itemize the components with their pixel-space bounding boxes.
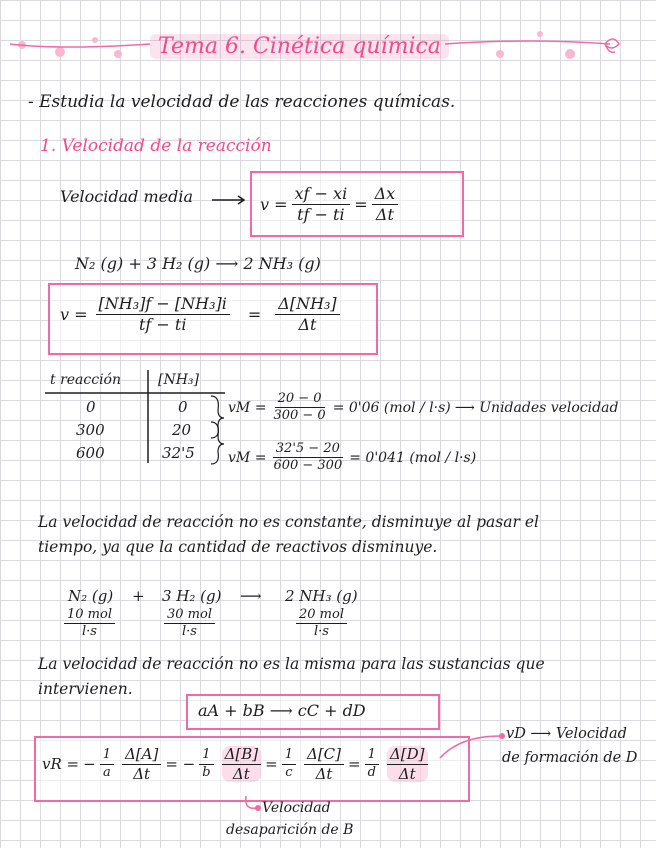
pointer-to-note-d (430, 730, 510, 760)
page-title: Tema 6. Cinética química (150, 34, 449, 59)
calc-2-den: 600 − 300 (273, 458, 343, 474)
rate-nh3 (296, 608, 347, 640)
section-heading: 1. Velocidad de la reacción (40, 136, 272, 156)
note-d-line-2: de formación de D (502, 750, 638, 766)
table-header-time: t reacción (50, 372, 122, 388)
equals-2: = (247, 304, 262, 324)
table-row: 0 (86, 398, 96, 416)
paragraph-1-line-2: tiempo, ya que la cantidad de reactivos disminuye. (38, 538, 438, 556)
rate-nh3-den: l·s (314, 624, 329, 640)
table-row: 20 (172, 421, 192, 439)
rate-n2-den: l·s (82, 624, 97, 640)
intro-text: - Estudia la velocidad de las reacciones químicas. (28, 92, 456, 112)
calc-1 (228, 392, 618, 424)
calc-2-result: = 0'041 (mol / l·s) (349, 449, 477, 466)
general-reaction-box (186, 694, 440, 730)
term-d-coef-num: 1 (365, 748, 379, 764)
v-symbol-2: v = (60, 304, 88, 324)
box2-den: tf − ti (138, 314, 187, 334)
rate-n2 (64, 608, 115, 640)
term-c-num: Δ[C] (304, 746, 344, 765)
calc-1-den: 300 − 0 (273, 408, 326, 424)
nh3-velocity-box (48, 283, 378, 355)
box2-num: [NH₃]f − [NH₃]i (96, 295, 230, 315)
table-row: 600 (76, 444, 105, 462)
rate-nh3-num: 20 mol (296, 608, 347, 624)
term-d-num: Δ[D] (387, 746, 428, 765)
term-b-den: Δt (232, 764, 250, 783)
box2-num2: Δ[NH₃] (275, 295, 339, 315)
calc-1-note: ⟶ Unidades velocidad (454, 399, 619, 416)
calc-2 (228, 442, 476, 474)
reaction-2-arrow: ⟶ (240, 587, 262, 605)
f1-den: tf − ti (297, 204, 345, 224)
box2-den2: Δt (298, 314, 317, 334)
media-label: Velocidad media (60, 187, 194, 206)
rate-n2-num: 10 mol (64, 608, 115, 624)
reaction-1: N₂ (g) + 3 H₂ (g) ⟶ 2 NH₃ (g) (75, 254, 321, 273)
paragraph-1-line-1: La velocidad de reacción no es constante, disminuye al pasar el (38, 513, 539, 531)
calc-2-num: 32'5 − 20 (273, 442, 343, 458)
v-symbol: v = (260, 194, 288, 214)
term-d-coef-den: d (367, 764, 376, 780)
average-velocity-box (250, 171, 464, 237)
term-b-coef-den: b (202, 764, 211, 780)
general-reaction: aA + bB ⟶ cC + dD (198, 701, 366, 720)
term-a-coef-den: a (102, 764, 111, 780)
term-b-num: Δ[B] (222, 746, 262, 765)
table-row: 32'5 (162, 444, 195, 462)
calc-1-num: 20 − 0 (275, 392, 325, 408)
title-decoration-left (0, 20, 160, 60)
table-row: 300 (76, 421, 105, 439)
equals: = (354, 194, 368, 214)
term-b-sign: = − (165, 755, 196, 773)
arrow-icon (210, 194, 250, 206)
term-c-den: Δt (315, 764, 333, 783)
f2-num: Δx (372, 185, 399, 205)
f2-den: Δt (375, 204, 394, 224)
term-d-sign: = (348, 755, 361, 773)
term-c-coef-den: c (285, 764, 293, 780)
title-decoration-right (440, 20, 630, 60)
paragraph-2-line-1: La velocidad de reacción no es la misma para las sustancias que (38, 655, 545, 673)
term-d-den: Δt (398, 764, 416, 783)
rate-h2 (164, 608, 215, 640)
rate-lhs: vR = (42, 755, 80, 773)
term-c-coef-num: 1 (282, 748, 296, 764)
note-d-line-1: vD ⟶ Velocidad (506, 726, 627, 742)
calc-1-result: = 0'06 (mol / l·s) (332, 399, 451, 416)
paragraph-2-line-2: intervienen. (38, 680, 133, 698)
term-b-coef-num: 1 (199, 748, 213, 764)
calc-2-label: vM = (228, 449, 267, 466)
reaction-2-plus: + (132, 587, 145, 605)
f1-num: xf − xi (292, 185, 351, 205)
rate-equation-box (34, 736, 470, 802)
term-a-sign: − (83, 755, 96, 773)
reaction-2-nh3: 2 NH₃ (g) (285, 587, 358, 605)
table-row: 0 (178, 398, 188, 416)
reaction-2-h2: 3 H₂ (g) (162, 587, 222, 605)
rate-h2-num: 30 mol (164, 608, 215, 624)
calc-1-label: vM = (228, 399, 267, 416)
rate-h2-den: l·s (182, 624, 197, 640)
note-b-line-2: desaparición de B (226, 822, 354, 838)
table-header-conc: [NH₃] (158, 372, 199, 388)
brace-icon (208, 394, 228, 466)
term-a-num: Δ[A] (122, 746, 161, 765)
note-b-line-1: Velocidad (262, 800, 331, 816)
term-a-den: Δt (133, 764, 151, 783)
term-a-coef-num: 1 (100, 748, 114, 764)
reaction-2-n2: N₂ (g) (68, 587, 114, 605)
term-c-sign: = (265, 755, 278, 773)
